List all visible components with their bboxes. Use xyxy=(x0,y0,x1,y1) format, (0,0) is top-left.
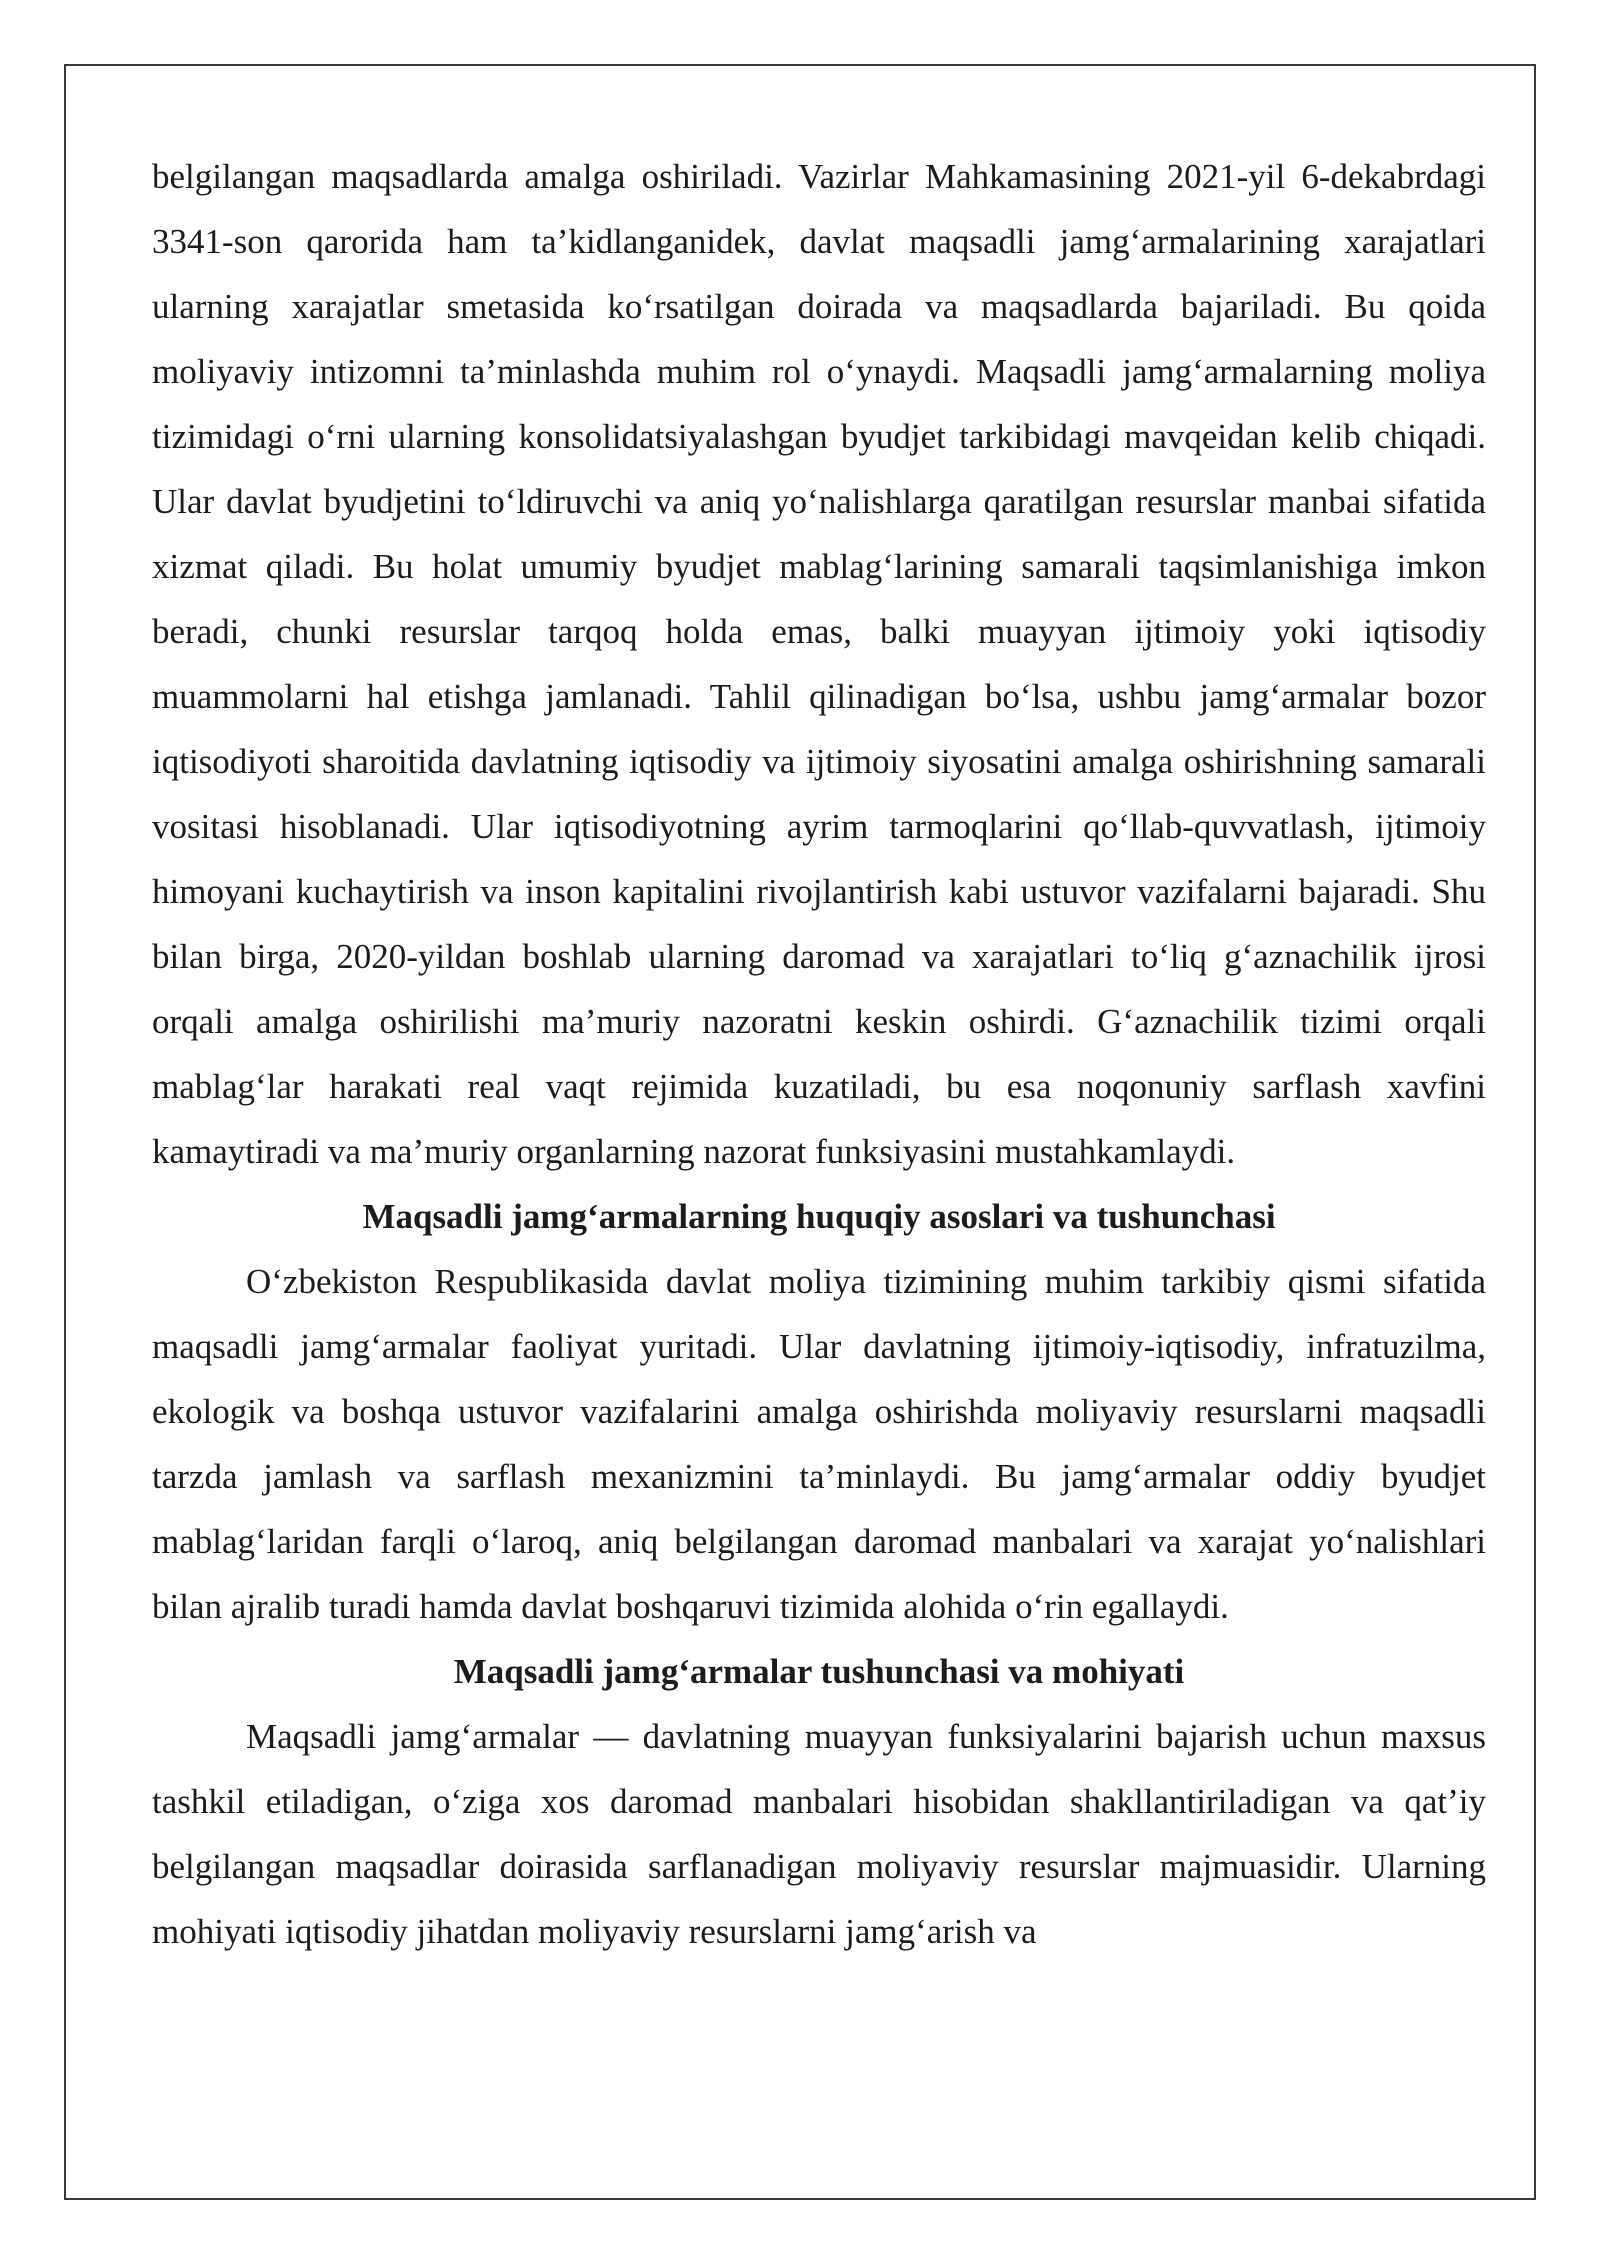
paragraph-concept: Maqsadli jamg‘armalar — davlatning muayyan funksiyalarini bajarish uchun maxsus tashkil etiladigan, o‘ziga xos daromad manbalari hisobidan shakllantiriladigan va qat’iy belgilangan maqsadlar doirasida sarflanadigan moliyaviy resurslar majmuasidir. Ularning mohiyati iqtisodiy jihatdan moliyaviy resurslarni jamg‘arish va xyxy=(152,1717,1486,1951)
section-heading-concept: Maqsadli jamg‘armalar tushunchasi va mohiyati xyxy=(453,1652,1185,1691)
section-heading-legal-basis: Maqsadli jamg‘armalarning huquqiy asoslari va tushunchasi xyxy=(362,1197,1276,1236)
paragraph-legal-basis: O‘zbekiston Respublikasida davlat moliya tizimining muhim tarkibiy qismi sifatida maqsadli jamg‘armalar faoliyat yuritadi. Ular davlatning ijtimoiy-iqtisodiy, infratuzilma, ekologik va boshqa ustuvor vazifalarini amalga oshirishda moliyaviy resurslarni maqsadli tarzda jamlash va sarflash mexanizmini ta’minlaydi. Bu jamg‘armalar oddiy byudjet mablag‘laridan farqli o‘laroq, aniq belgilangan daromad manbalari va xarajat yo‘nalishlari bilan ajralib turadi hamda davlat boshqaruvi tizimida alohida o‘rin egallaydi. xyxy=(152,1262,1486,1626)
document-body xyxy=(152,144,1486,1964)
paragraph-continuation: belgilangan maqsadlarda amalga oshiriladi. Vazirlar Mahkamasining 2021-yil 6-dekabrdagi 3341-son qarorida ham ta’kidlanganidek, davlat maqsadli jamg‘armalarining xarajatlari ularning xarajatlar smetasida ko‘rsatilgan doirada va maqsadlarda bajariladi. Bu qoida moliyaviy intizomni ta’minlashda muhim rol o‘ynaydi. Maqsadli jamg‘armalarning moliya tizimidagi o‘rni ularning konsolidatsiyalashgan byudjet tarkibidagi mavqeidan kelib chiqadi. Ular davlat byudjetini to‘ldiruvchi va aniq yo‘nalishlarga qaratilgan resurslar manbai sifatida xizmat qiladi. Bu holat umumiy byudjet mablag‘larining samarali taqsimlanishiga imkon beradi, chunki resurslar tarqoq holda emas, balki muayyan ijtimoiy yoki iqtisodiy muammolarni hal etishga jamlanadi. Tahlil qilinadigan bo‘lsa, ushbu jamg‘armalar bozor iqtisodiyoti sharoitida davlatning iqtisodiy va ijtimoiy siyosatini amalga oshirishning samarali vositasi hisoblanadi. Ular iqtisodiyotning ayrim tarmoqlarini qo‘llab-quvvatlash, ijtimoiy himoyani kuchaytirish va inson kapitalini rivojlantirish kabi ustuvor vazifalarni bajaradi. Shu bilan birga, 2020-yildan boshlab ularning daromad va xarajatlari to‘liq g‘aznachilik ijrosi orqali amalga oshirilishi ma’muriy nazoratni keskin oshirdi. G‘aznachilik tizimi orqali mablag‘lar harakati real vaqt rejimida kuzatiladi, bu esa noqonuniy sarflash xavfini kamaytiradi va ma’muriy organlarning nazorat funksiyasini mustahkamlaydi. xyxy=(152,157,1486,1171)
